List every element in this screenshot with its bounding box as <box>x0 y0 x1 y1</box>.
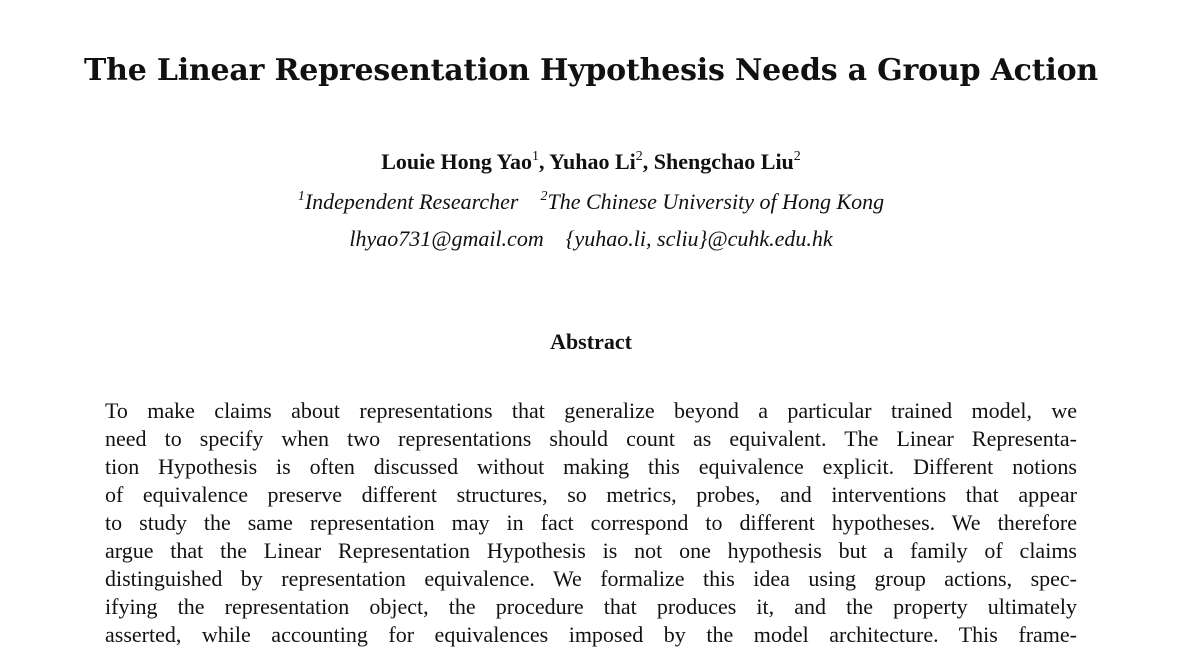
email-list <box>0 224 1182 254</box>
affiliation-name: The Chinese University of Hong Kong <box>547 189 885 214</box>
affiliation-mark: 1 <box>297 189 305 204</box>
author-affil-mark: 1 <box>531 149 539 164</box>
author-email: {yuhao.li, scliu}@cuhk.edu.hk <box>565 226 833 251</box>
abstract-line: to study the same representation may in fact correspond to different hypotheses. We therefore <box>105 510 1077 535</box>
affiliation-name: Independent Researcher <box>304 189 519 214</box>
abstract-line: asserted, while accounting for equivalences imposed by the model architecture. This frame- <box>105 622 1077 647</box>
author-list: Louie Hong Yao$^1$, Yuhao Li$^2$, Shengchao Liu$^2$ <box>381 149 801 174</box>
abstract-line: need to specify when two representations should count as equivalent. The Linear Representa- <box>105 426 1077 451</box>
abstract-line: distinguished by representation equivalence. We formalize this idea using group actions, spec- <box>105 566 1077 591</box>
abstract-heading: Abstract <box>550 329 632 354</box>
author-name: Yuhao Li <box>549 149 636 174</box>
abstract-line: ifying the representation object, the procedure that produces it, and the property ultimately <box>105 594 1077 619</box>
abstract-line: of equivalence preserve different structures, so metrics, probes, and interventions that appear <box>105 482 1077 507</box>
author-email: lhyao731@gmail.com <box>349 226 544 251</box>
author-affil-mark: 2 <box>635 149 643 164</box>
paper-title: The Linear Representation Hypothesis Needs a Group Action <box>83 53 1099 88</box>
author-affil-mark: 2 <box>793 149 801 164</box>
affiliation-list <box>0 187 1182 217</box>
author-name: Louie Hong Yao <box>381 149 532 174</box>
author-name: Shengchao Liu <box>653 149 794 174</box>
abstract-line: argue that the Linear Representation Hypothesis is not one hypothesis but a family of claims <box>105 538 1077 563</box>
abstract-line: tion Hypothesis is often discussed without making this equivalence explicit. Different notions <box>105 454 1077 479</box>
abstract-text <box>105 397 1077 649</box>
affiliation-mark: 2 <box>540 189 548 204</box>
abstract-line: To make claims about representations that generalize beyond a particular trained model, we <box>105 398 1077 423</box>
